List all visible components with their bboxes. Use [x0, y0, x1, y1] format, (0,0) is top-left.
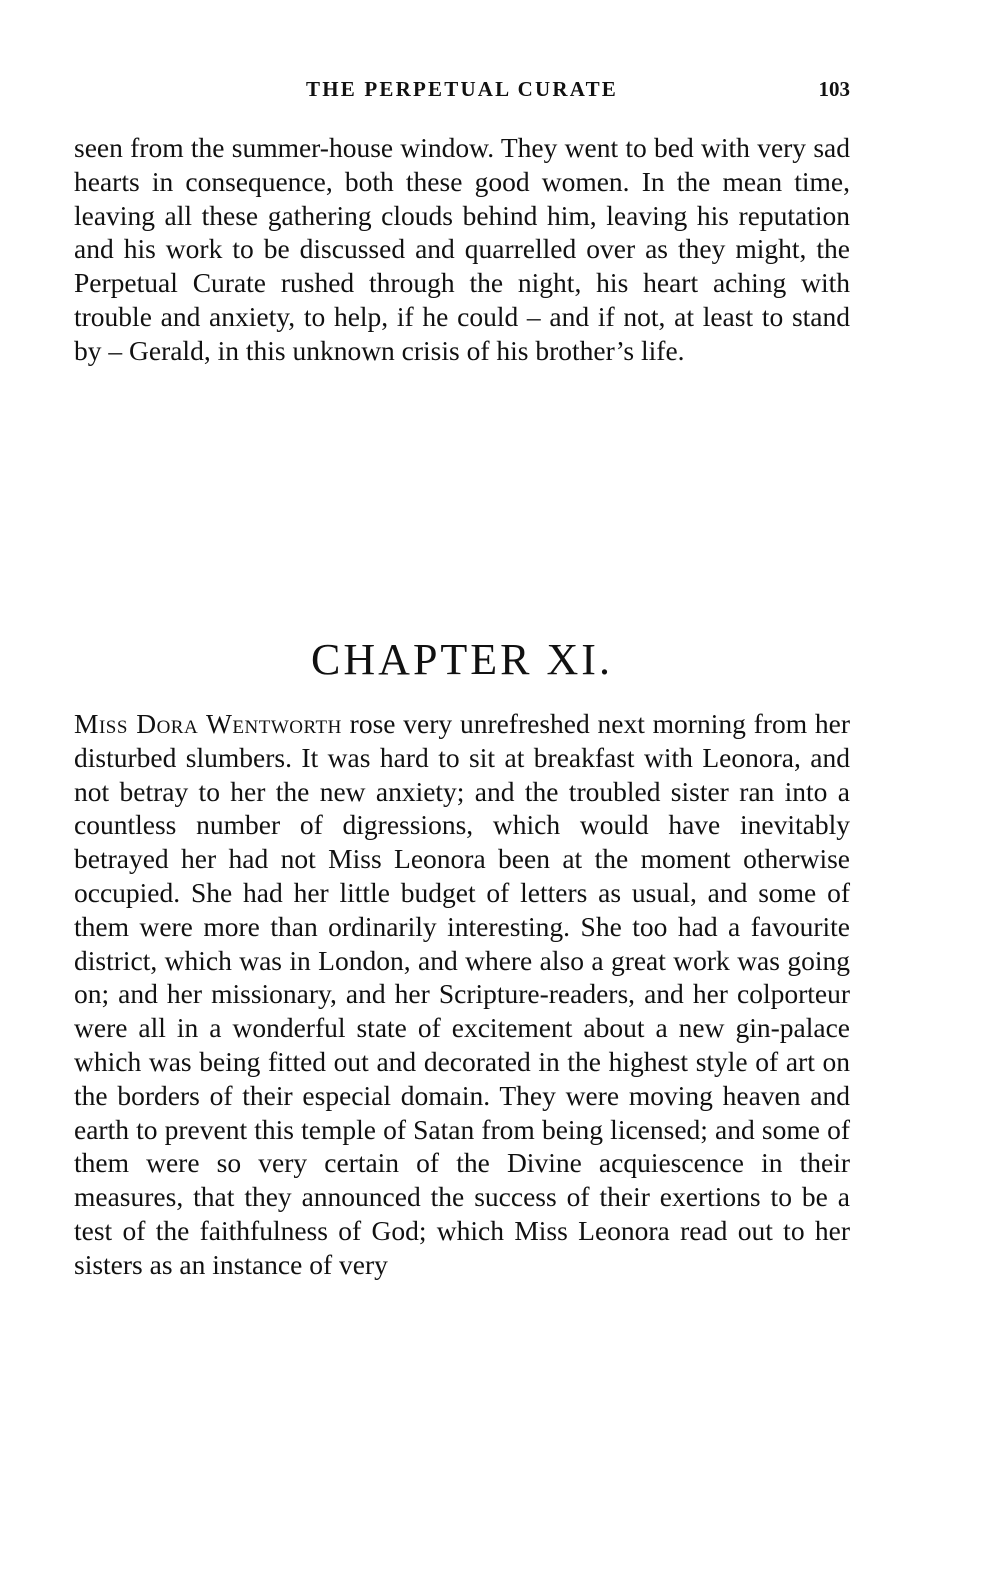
- paragraph-text: rose very unrefreshed next morning from her disturbed slumbers. It was hard to sit at breakfast with Leonora, and not betray to her the new anxiety; and the troubled sister ran into a countless number of digressions, which would have inevitably betrayed her had not Miss Leonora been at the moment otherwise occupied. She had her little budget of letters as usual, and some of them were more than ordinarily interesting. She too had a favourite district, which was in London, and where also a great work was going on; and her missionary, and her Scripture-readers, and her colporteur were all in a wonderful state of excitement about a new gin-palace which was being fitted out and decorated in the highest style of art on the borders of their especial domain. They were moving heaven and earth to prevent this temple of Satan from being licensed; and some of them were so very certain of the Divine acquiescence in their measures, that they announced the success of their exertions to be a test of the faithfulness of God; which Miss Leonora read out to her sisters as an instance of very: [74, 708, 851, 1280]
- chapter-opening-paragraph: [74, 707, 850, 1282]
- chapter-heading: CHAPTER XI.: [311, 635, 613, 684]
- page-number: 103: [818, 77, 850, 101]
- lead-in-smallcaps: Miss Dora Wentworth: [74, 708, 342, 739]
- paragraph-continued: seen from the summer-house window. They went to bed with very sad hearts in consequence, both these good women. In the mean time, leaving all these gathering clouds behind him, leaving his reputation and his work to be discussed and quarrelled over as they might, the Perpetual Curate rushed through the night, his heart aching with trouble and anxiety, to help, if he could – and if not, at least to stand by – Gerald, in this unknown crisis of his brother’s life.: [74, 132, 850, 366]
- running-head: [74, 74, 850, 104]
- running-title: THE PERPETUAL CURATE: [306, 77, 618, 101]
